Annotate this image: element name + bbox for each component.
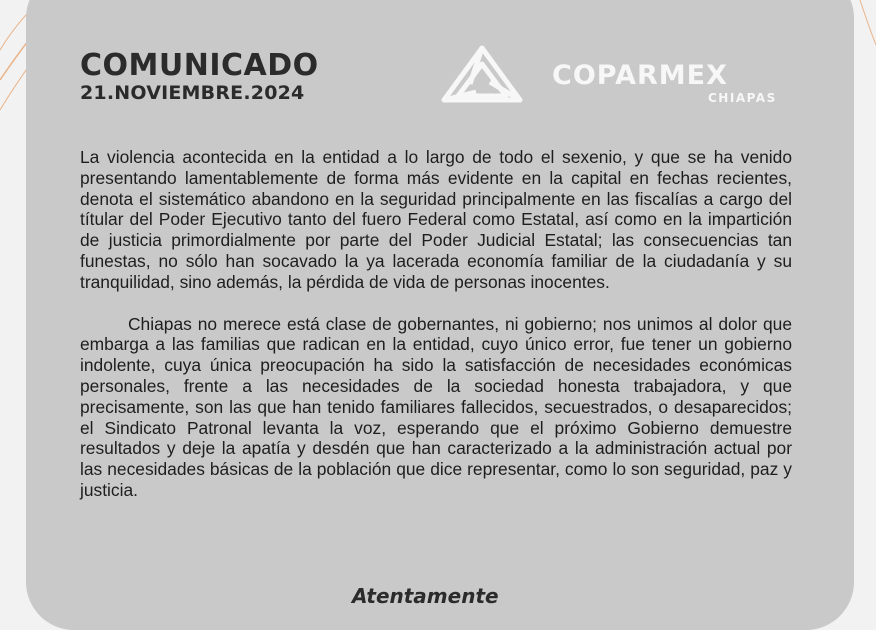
coparmex-logo-icon: [440, 44, 524, 104]
paragraph-2: Chiapas no merece está clase de gobernantes, ni gobierno; nos unimos al dolor que embarga a las familias que radican en la entidad, cuyo único error, fue tener un gobierno indolente, cuya única preocupación ha sido la satisfacción de necesidades económicas personales, frente a las necesidades de la sociedad honesta trabajadora, y que precisamente, son las que han tenido familiares fallecidos, secuestrados, o desaparecidos; el Sindicato Patronal levanta la voz, esperando que el próximo Gobierno demuestre resultados y deje la apatía y desdén que han caracterizado a la administración actual por las necesidades básicas de la población que dice representar, como lo son seguridad, paz y justicia.: [80, 313, 792, 500]
page-title: COMUNICADO: [80, 48, 319, 83]
paragraph-1: La violencia acontecida en la entidad a lo largo de todo el sexenio, y que se ha venido presentando lamentablemente de forma más evidente en la capital en fechas recientes, denota el sistemático abandono en la seguridad principalmente en las fiscalías a cargo del títular del Poder Ejecutivo tanto del fuero Federal como Estatal, así como en la impartición de justicia primordialmente por parte del Poder Judicial Estatal; las consecuencias tan funestas, no sólo han socavado la ya lacerada economía familiar de la ciudadanía y su tranquilidad, sino además, la pérdida de vida de personas inocentes.: [80, 147, 792, 292]
communique-body: [80, 147, 792, 501]
communique-header: [80, 50, 319, 104]
brand-region: CHIAPAS: [708, 91, 777, 105]
communique-date: 21.NOVIEMBRE.2024: [80, 82, 305, 104]
brand-name: COPARMEX: [552, 60, 728, 91]
closing-signoff: Atentamente: [352, 584, 499, 608]
